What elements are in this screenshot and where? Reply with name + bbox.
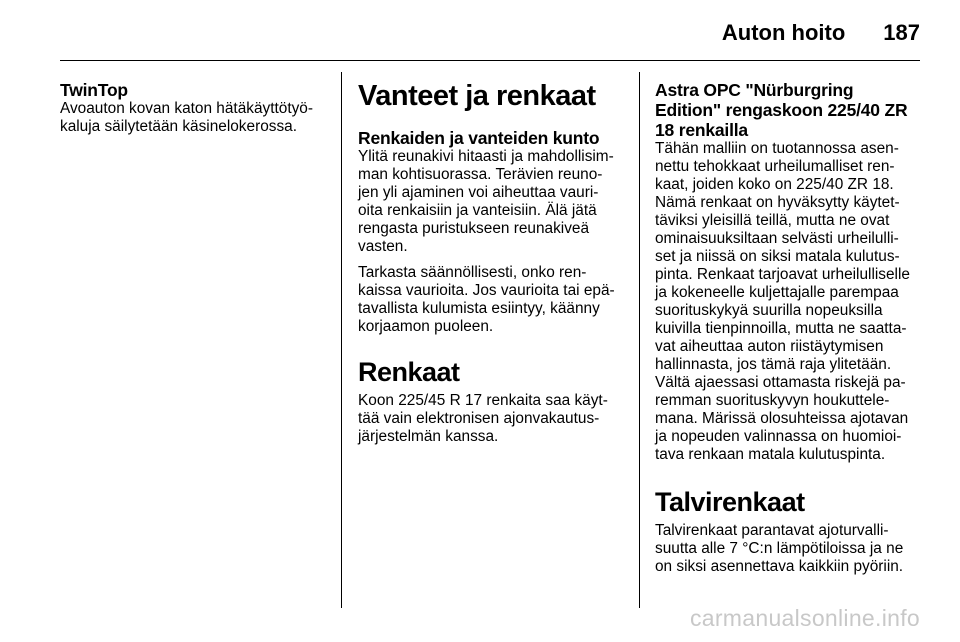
winter-tyres-body: Talvirenkaat parantavat ajoturvalli- suutta alle 7 °C:n lämpötiloissa ja ne on siksi asennettava kaikkiin pyöriin.: [655, 522, 904, 575]
condition-heading: Renkaiden ja vanteiden kunto: [358, 128, 600, 148]
column-divider-right: [639, 72, 640, 608]
watermark: carmanualsonline.info: [689, 605, 920, 631]
winter-tyres-heading: Talvirenkaat: [655, 487, 805, 517]
running-section-title: Auton hoito: [721, 20, 846, 45]
condition-paragraph-2: Tarkasta säännöllisesti, onko ren- kaissa vaurioita. Jos vaurioita tai epä- tavallista kulumista esiintyy, käänny korjaamon puoleen.: [358, 264, 615, 335]
page-header: [722, 20, 920, 46]
twintop-body: Avoauton kovan katon hätäkäyttötyö- kaluja säilytetään käsinelokerossa.: [60, 100, 313, 135]
header-rule: [60, 60, 920, 61]
opc-heading: Astra OPC "Nürburgring Edition" rengaskoon 225/40 ZR 18 renkailla: [655, 80, 908, 140]
column-twintop: [60, 80, 332, 136]
page-number: 187: [883, 20, 920, 45]
column-wheels-tyres: [358, 80, 624, 446]
opc-body: Tähän malliin on tuotannossa asen- nettu tehokkaat urheilumalliset ren- kaat, joiden koko on 225/40 ZR 18. Nämä renkaat on hyväksytty käytet- täviksi yleisillä teillä, mutta ne ovat ominaisuuksiltaan selvästi urheilulli- set ja niissä on siksi matala kulutus- pinta. Renkaat tarjoavat urheilulliselle ja kokeneelle kuljettajalle parempaa suorituskykyä suurilla nopeuksilla kuivilla tienpinnoilla, mutta ne saatta- vat aiheuttaa auton riistäytymisen hallinnasta, jos tämä raja ylitetään. Vältä ajaessasi ottamasta riskejä pa- remman suorituskyvyn houkuttele- mana. Märissä olosuhteissa ajotavan ja nopeuden valinnassa on huomioi- tava renkaan matala kulutuspinta.: [655, 140, 910, 463]
chapter-title: Vanteet ja renkaat: [358, 80, 596, 112]
twintop-heading: TwinTop: [60, 80, 128, 100]
tyres-body: Koon 225/45 R 17 renkaita saa käyt- tää vain elektronisen ajonvakautus- järjestelmän kanssa.: [358, 392, 608, 445]
column-divider-left: [341, 72, 342, 608]
condition-paragraph-1: Ylitä reunakivi hitaasti ja mahdollisim- man kohtisuorassa. Terävien reuno- jen yli ajaminen voi aiheuttaa vauri- oita renkaisiin ja vanteisiin. Älä jätä rengasta puristukseen reunakiveä vasten.: [358, 148, 614, 255]
column-opc-tyres: [655, 80, 925, 576]
tyres-heading: Renkaat: [358, 357, 460, 387]
